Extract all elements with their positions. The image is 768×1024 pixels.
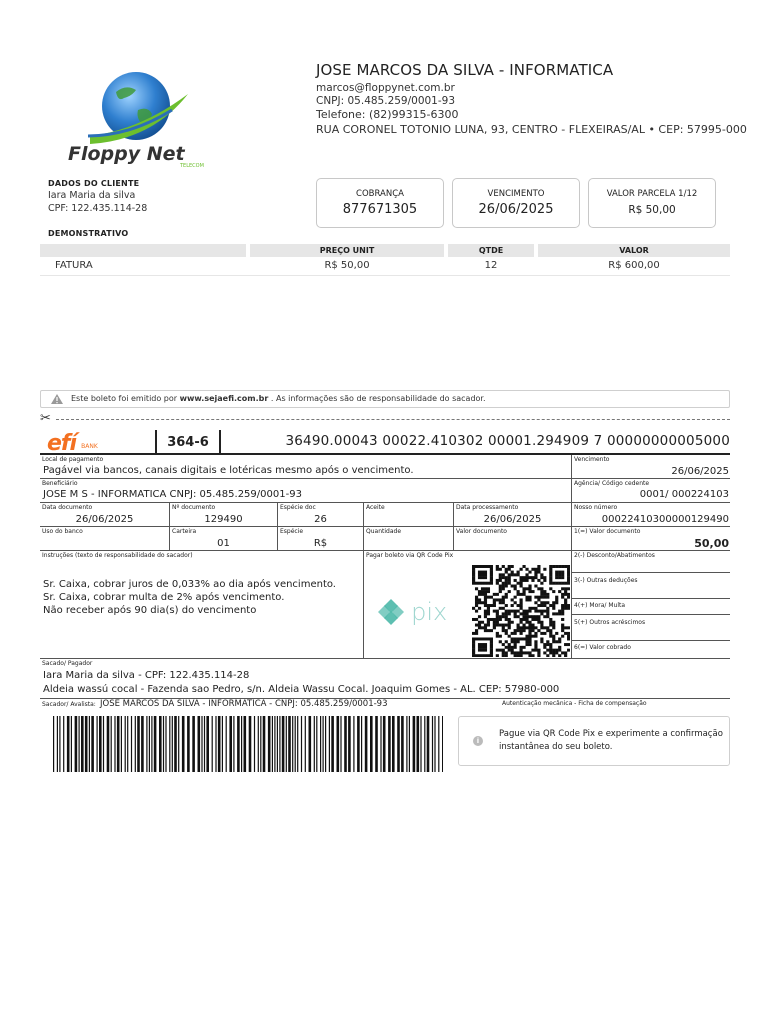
table-row	[40, 258, 730, 276]
demonstrativo-header	[40, 244, 730, 257]
pix-icon	[376, 597, 406, 627]
valor-documento-label: Valor documento	[456, 528, 507, 535]
data-documento-value: 26/06/2025	[75, 514, 134, 525]
avalista-label: Sacador/ Avalista:	[42, 701, 96, 708]
sacado-label: Sacado/ Pagador	[42, 660, 93, 667]
row-item: FATURA	[55, 260, 93, 271]
num-documento-label: Nº documento	[172, 504, 216, 511]
valor-doc-label: 1(=) Valor documento	[574, 528, 641, 535]
beneficiario-cell	[40, 479, 572, 503]
parcela-label: VALOR PARCELA 1/12	[606, 189, 698, 199]
cobrado-cell	[572, 641, 730, 659]
svg-text:TELECOM: TELECOM	[180, 163, 204, 169]
row-qtde: 12	[484, 260, 498, 271]
client-name: Iara Maria da silva	[48, 190, 136, 201]
instrucoes-label: Instruções (texto de responsabilidade do sacador)	[42, 552, 193, 559]
sacado-name: Iara Maria da silva - CPF: 122.435.114-28	[43, 670, 250, 681]
company-cnpj: CNPJ: 05.485.259/0001-93	[316, 95, 456, 107]
scissors-icon: ✂	[40, 411, 51, 426]
quantidade-cell	[364, 527, 454, 551]
nosso-numero-cell	[572, 503, 730, 527]
local-pagamento-value: Pagável via bancos, canais digitais e lotéricas mesmo após o vencimento.	[43, 465, 414, 476]
data-processamento-value: 26/06/2025	[483, 514, 542, 525]
barcode	[53, 716, 443, 772]
instrucoes-cell	[40, 551, 364, 659]
mora-label: 4(+) Mora/ Multa	[574, 602, 626, 609]
carteira-cell	[170, 527, 278, 551]
notice-prefix: Este boleto foi emitido por	[71, 394, 178, 403]
agencia-label: Agência/ Código cedente	[574, 480, 650, 487]
vencimento-box	[452, 178, 580, 228]
cobranca-label: COBRANÇA	[356, 189, 404, 199]
especie-doc-cell	[278, 503, 364, 527]
especie-label: Espécie	[280, 528, 304, 535]
pix-info-line2: instantânea do seu boleto.	[499, 742, 613, 752]
sacado-address: Aldeia wassú cocal - Fazenda sao Pedro, s/n. Aldeia Wassu Cocal. Joaquim Gomes - AL. CEP: 57980-000	[43, 684, 560, 695]
data-documento-cell	[40, 503, 170, 527]
pix-info-line1: Pague via QR Code Pix e experimente a confirmação	[499, 729, 723, 739]
cut-line	[56, 419, 730, 420]
mora-cell	[572, 599, 730, 615]
especie-doc-label: Espécie doc	[280, 504, 316, 511]
num-documento-value: 129490	[204, 514, 243, 525]
row-valor: R$ 600,00	[608, 260, 660, 271]
digitable-line: 36490.00043 00022.410302 00001.294909 7 00000000005000	[285, 433, 730, 449]
nosso-numero-value: 00022410300000129490	[601, 514, 729, 525]
data-processamento-label: Data processamento	[456, 504, 519, 511]
notice-suffix: . As informações são de responsabilidade do sacador.	[270, 394, 486, 403]
efi-bank-logo: efí BANK	[47, 431, 98, 456]
desconto-label: 2(-) Desconto/Abatimentos	[574, 552, 655, 559]
aceite-cell	[364, 503, 454, 527]
info-icon: i	[473, 736, 483, 746]
acrescimos-cell	[572, 615, 730, 641]
autenticacao-label: Autenticação mecânica - Ficha de compensação	[502, 700, 647, 707]
beneficiario-value: JOSE M S - INFORMATICA CNPJ: 05.485.259/0001-93	[43, 489, 302, 500]
local-pagamento-label: Local de pagamento	[42, 456, 104, 463]
vencimento-value: 26/06/2025	[478, 202, 554, 217]
pix-label: Pagar boleto via QR Code Pix	[366, 552, 454, 559]
data-processamento-cell	[454, 503, 572, 527]
company-email: marcos@floppynet.com.br	[316, 82, 455, 94]
carteira-value: 01	[217, 538, 230, 549]
cobranca-value: 877671305	[342, 202, 418, 217]
company-address: RUA CORONEL TOTONIO LUNA, 93, CENTRO - FLEXEIRAS/AL • CEP: 57995-000	[316, 123, 747, 136]
agencia-value: 0001/ 000224103	[639, 489, 729, 500]
pix-info-box	[458, 716, 730, 766]
cobrado-label: 6(=) Valor cobrado	[574, 644, 631, 651]
slip-vencimento-value: 26/06/2025	[671, 466, 729, 477]
pix-qr-code[interactable]	[472, 565, 570, 657]
vencimento-cell	[572, 455, 730, 479]
especie-value: R$	[313, 538, 328, 549]
agencia-cell	[572, 479, 730, 503]
deducoes-cell	[572, 573, 730, 599]
especie-cell	[278, 527, 364, 551]
company-name: JOSE MARCOS DA SILVA - INFORMATICA	[316, 61, 614, 79]
col-header-valor: VALOR	[538, 244, 730, 257]
valor-doc-value: 50,00	[694, 537, 729, 550]
uso-banco-label: Uso do banco	[42, 528, 83, 535]
aceite-label: Aceite	[366, 504, 385, 511]
local-pagamento-cell	[40, 455, 572, 479]
client-cpf: CPF: 122.435.114-28	[48, 203, 148, 214]
company-logo	[60, 70, 215, 170]
avalista-value: JOSE MARCOS DA SILVA - INFORMATICA - CNPJ: 05.485.259/0001-93	[100, 699, 388, 709]
demonstrativo-title: DEMONSTRATIVO	[48, 229, 129, 238]
parcela-value: R$ 50,00	[628, 204, 676, 216]
row-preco: R$ 50,00	[324, 260, 370, 271]
bank-code: 364-6	[155, 430, 221, 455]
col-header-preco: PREÇO UNIT	[250, 244, 444, 257]
client-title: DADOS DO CLIENTE	[48, 179, 140, 188]
nosso-numero-label: Nosso número	[574, 504, 618, 511]
quantidade-label: Quantidade	[366, 528, 402, 535]
company-phone: Telefone: (82)99315-6300	[316, 108, 459, 121]
beneficiario-label: Beneficiário	[42, 480, 78, 487]
deducoes-label: 3(-) Outras deduções	[574, 577, 638, 584]
pix-logo: pix	[376, 597, 447, 627]
carteira-label: Carteira	[172, 528, 197, 535]
num-documento-cell	[170, 503, 278, 527]
instruction-line: Não receber após 90 dia(s) do vencimento	[43, 605, 257, 616]
notice-site-link[interactable]: www.sejaefi.com.br	[179, 394, 269, 403]
vencimento-label: VENCIMENTO	[487, 189, 545, 199]
col-header-item	[40, 244, 246, 257]
valor-doc-cell	[572, 527, 730, 551]
instruction-line: Sr. Caixa, cobrar juros de 0,033% ao dia após vencimento.	[43, 579, 336, 590]
desconto-cell	[572, 551, 730, 573]
especie-doc-value: 26	[314, 514, 327, 525]
sacado-cell	[40, 659, 730, 699]
instruction-line: Sr. Caixa, cobrar multa de 2% após vencimento.	[43, 592, 285, 603]
logo-text: Floppy Net	[68, 143, 185, 165]
uso-banco-cell	[40, 527, 170, 551]
col-header-qtde: QTDE	[448, 244, 534, 257]
parcela-box	[588, 178, 716, 228]
emission-notice	[40, 390, 730, 408]
valor-documento-cell	[454, 527, 572, 551]
warning-icon	[51, 394, 63, 404]
data-documento-label: Data documento	[42, 504, 93, 511]
slip-vencimento-label: Vencimento	[574, 456, 610, 463]
acrescimos-label: 5(+) Outros acréscimos	[574, 619, 646, 626]
cobranca-box	[316, 178, 444, 228]
